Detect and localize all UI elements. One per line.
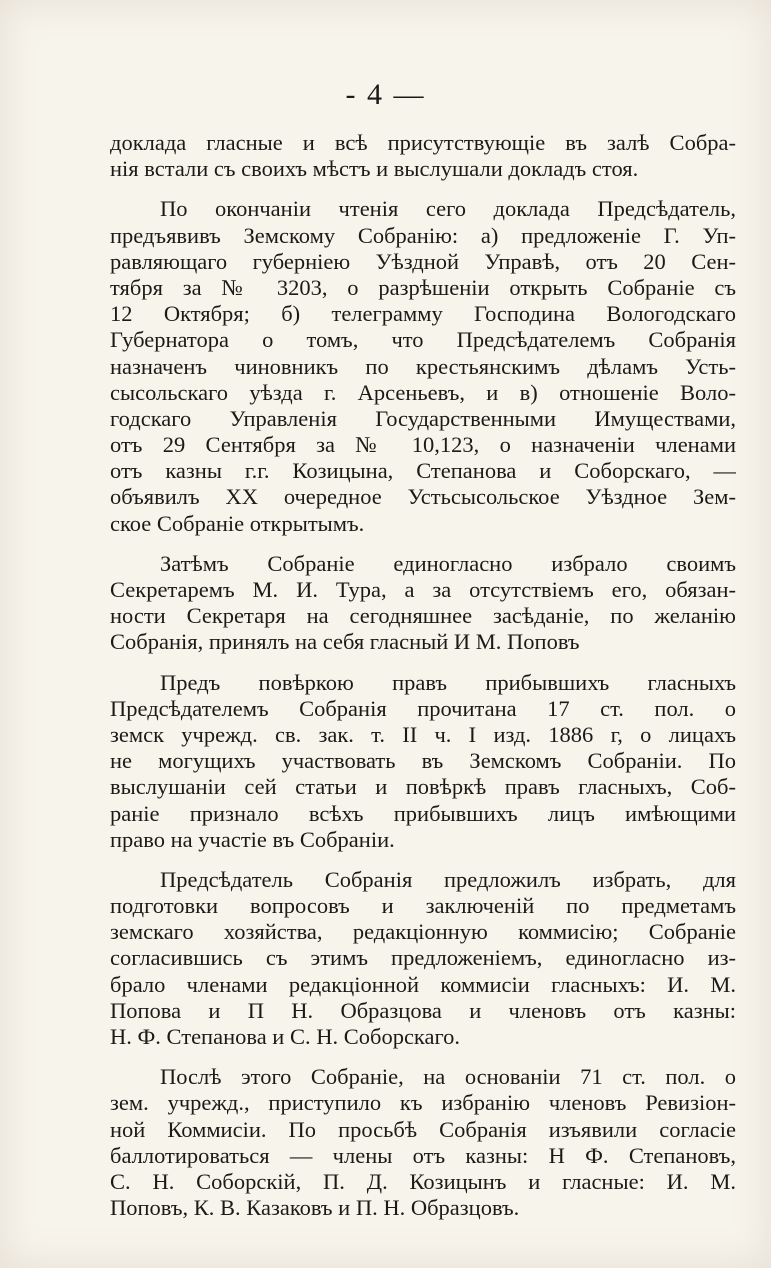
paragraph — [110, 867, 736, 1050]
text-line: право на участіе въ Собраніи. — [110, 826, 395, 852]
text-line: ной Коммисіи. По просьбѣ Собранія изъявили согласіе — [110, 1116, 736, 1142]
text-line: 12 Октября; б) телеграмму Господина Вологодскаго — [110, 301, 736, 327]
text-line: Предсѣдатель Собранія предложилъ избрать, для — [160, 866, 736, 892]
paragraph — [110, 130, 736, 182]
text-line: нія встали съ своихъ мѣстъ и выслушали докладъ стоя. — [110, 156, 639, 182]
text-line: Н. Ф. Степанова и С. Н. Соборскаго. — [110, 1024, 461, 1049]
text-line: объявилъ XX очередное Устьсысольское Уѣздное Зем- — [110, 484, 736, 510]
text-line: ское Собраніе открытымъ. — [110, 510, 365, 536]
text-line: сысольскаго уѣзда г. Арсеньевъ, и в) отношеніе Воло- — [110, 379, 736, 405]
text-line: брало членами редакціонной коммисіи гласныхъ: И. М. — [110, 971, 736, 997]
text-line: равляющаго губерніею Уѣздной Управѣ, отъ 20 Сен- — [110, 248, 736, 274]
text-line: земск учрежд. св. зак. т. II ч. I изд. 1886 г, о лицахъ — [110, 721, 736, 747]
text-line: тября за № 3203, о разрѣшеніи открыть Собраніе съ — [110, 274, 736, 300]
text-line: Собранія, принялъ на себя гласный И М. Поповъ — [110, 629, 580, 655]
text-line: раніе признало всѣхъ прибывшихъ лицъ имѣющими — [110, 800, 736, 826]
paragraph — [110, 196, 736, 536]
paragraph — [110, 1064, 736, 1221]
text-line: не могущихъ участвовать въ Земскомъ Собраніи. По — [110, 748, 736, 774]
text-line: Послѣ этого Собраніе, на основаніи 71 ст. пол. о — [160, 1064, 736, 1090]
text-line: доклада гласные и всѣ присутствующіе въ залѣ Собра- — [110, 130, 736, 155]
text-line: отъ казны г.г. Козицына, Степанова и Соборскаго, — — [110, 458, 736, 484]
text-line: зем. учрежд., приступило къ избранію членовъ Ревизіон- — [110, 1090, 736, 1116]
text-line: предъявивъ Земскому Собранію: а) предложеніе Г. Уп- — [110, 222, 736, 248]
text-line: подготовки вопросовъ и заключеній по предметамъ — [110, 893, 736, 919]
paragraph — [110, 670, 736, 853]
text-line: Губернатора о томъ, что Предсѣдателемъ Собранія — [110, 327, 736, 353]
text-line: Попова и П Н. Образцова и членовъ отъ казны: — [110, 997, 736, 1023]
text-line: выслушаніи сей статьи и повѣркѣ правъ гласныхъ, Соб- — [110, 774, 736, 800]
document-body — [110, 130, 736, 1235]
text-line: баллотироваться — члены отъ казны: Н Ф. Степановъ, — [110, 1142, 736, 1168]
page-number: - 4 — — [345, 78, 426, 111]
text-line: назначенъ чиновникъ по крестьянскимъ дѣламъ Усть- — [110, 353, 736, 379]
text-line: Предъ повѣркою правъ прибывшихъ гласныхъ — [160, 669, 736, 695]
text-line: отъ 29 Сентября за № 10,123, о назначеніи членами — [110, 432, 736, 458]
text-line: По окончаніи чтенія сего доклада Предсѣдатель, — [160, 196, 736, 222]
text-line: Секретаремъ М. И. Тура, а за отсутствіемъ его, обязан- — [110, 577, 736, 602]
text-line: Предсѣдателемъ Собранія прочитана 17 ст. пол. о — [110, 695, 736, 721]
text-line: Затѣмъ Собраніе единогласно избрало своимъ — [160, 550, 736, 576]
text-line: ности Секретаря на сегодняшнее засѣданіе, по желанію — [110, 603, 736, 629]
text-line: согласившись съ этимъ предложеніемъ, единогласно из- — [110, 945, 736, 971]
paragraph — [110, 551, 736, 656]
text-line: годскаго Управленія Государственными Имуществами, — [110, 405, 736, 431]
text-line: Поповъ, К. В. Казаковъ и П. Н. Образцовъ. — [110, 1195, 520, 1221]
text-line: земскаго хозяйства, редакціонную коммисію; Собраніе — [110, 919, 736, 945]
text-line: С. Н. Соборскій, П. Д. Козицынъ и гласные: И. М. — [110, 1168, 736, 1194]
